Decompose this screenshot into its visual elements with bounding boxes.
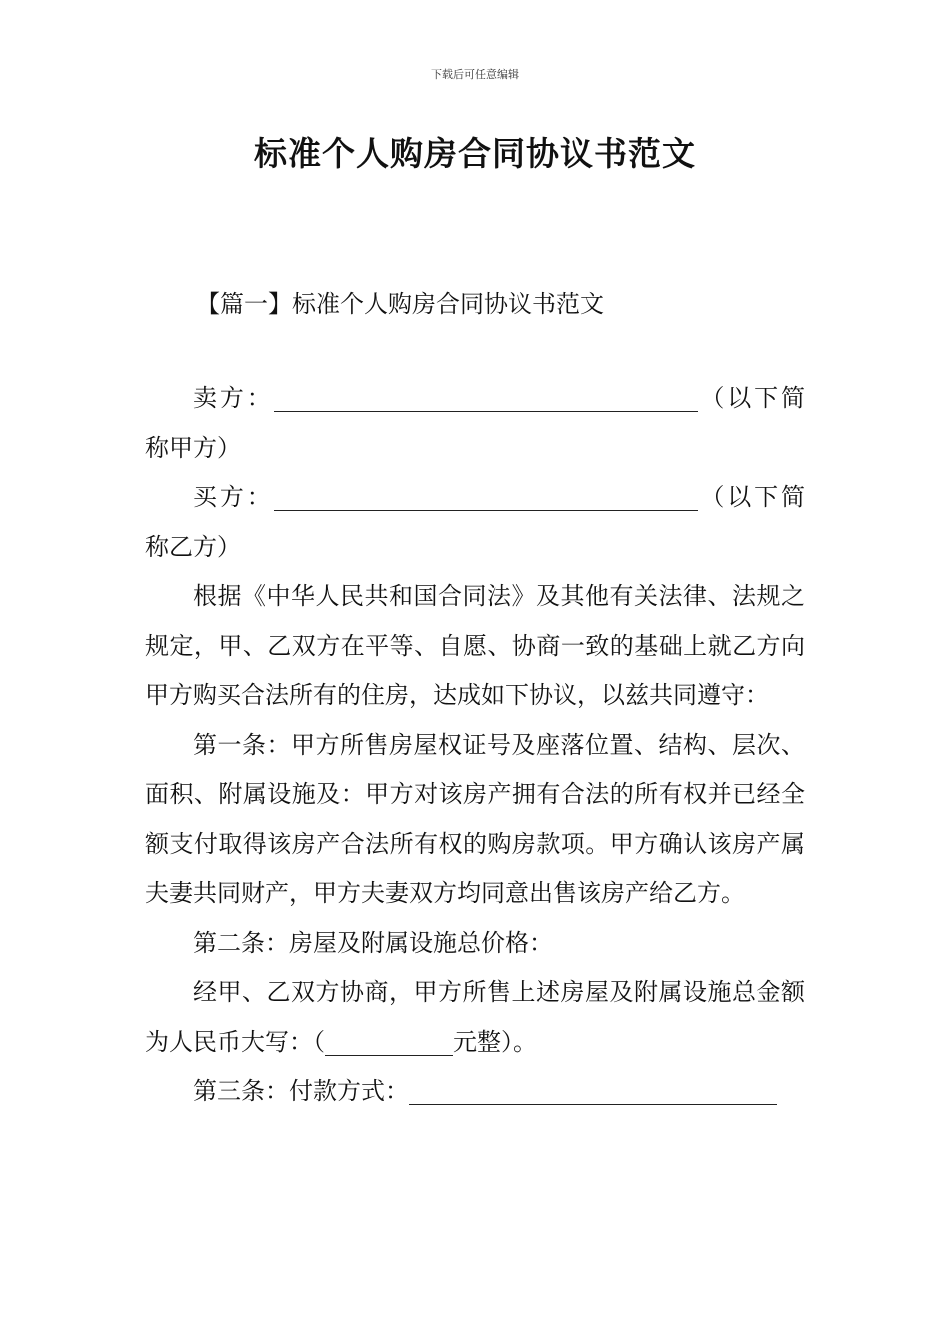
- section-heading: 【篇一】标准个人购房合同协议书范文: [196, 290, 604, 318]
- contract-body: [145, 374, 805, 1117]
- article-1-paragraph: 第一条：甲方所售房屋权证号及座落位置、结构、层次、面积、附属设施及：甲方对该房产拥有合法的所有权并已经全额支付取得该房产合法所有权的购房款项。甲方确认该房产属夫妻共同财产，甲方夫妻双方均同意出售该房产给乙方。: [145, 730, 805, 907]
- seller-line: [145, 374, 805, 473]
- article-3-line: [145, 1067, 805, 1117]
- payment-method-blank[interactable]: [409, 1074, 777, 1105]
- preamble-paragraph: 根据《中华人民共和国合同法》及其他有关法律、法规之规定，甲、乙双方在平等、自愿、协商一致的基础上就乙方向甲方购买合法所有的住房，达成如下协议，以兹共同遵守：: [145, 582, 805, 709]
- buyer-blank[interactable]: [274, 480, 698, 511]
- buyer-label: 买方：: [193, 483, 274, 511]
- price-suffix: 元整）。: [453, 1027, 537, 1056]
- price-prefix: 经甲、乙双方协商，甲方所售上述房屋及附属设施总金额为人民币大写：（: [145, 978, 805, 1056]
- buyer-suffix: （以下简称乙方）: [145, 483, 806, 561]
- seller-label: 卖方：: [193, 384, 274, 412]
- price-blank[interactable]: [325, 1025, 453, 1056]
- document-title: 标准个人购房合同协议书范文: [254, 134, 696, 173]
- buyer-line: [145, 473, 805, 572]
- price-paragraph: [145, 968, 805, 1067]
- header-note: 下载后可任意编辑: [431, 68, 519, 81]
- seller-blank[interactable]: [274, 381, 698, 412]
- article-2-heading: 第二条：房屋及附属设施总价格：: [193, 928, 553, 957]
- seller-suffix: （以下简称甲方）: [145, 384, 806, 462]
- article-3-label: 第三条：付款方式：: [193, 1077, 409, 1105]
